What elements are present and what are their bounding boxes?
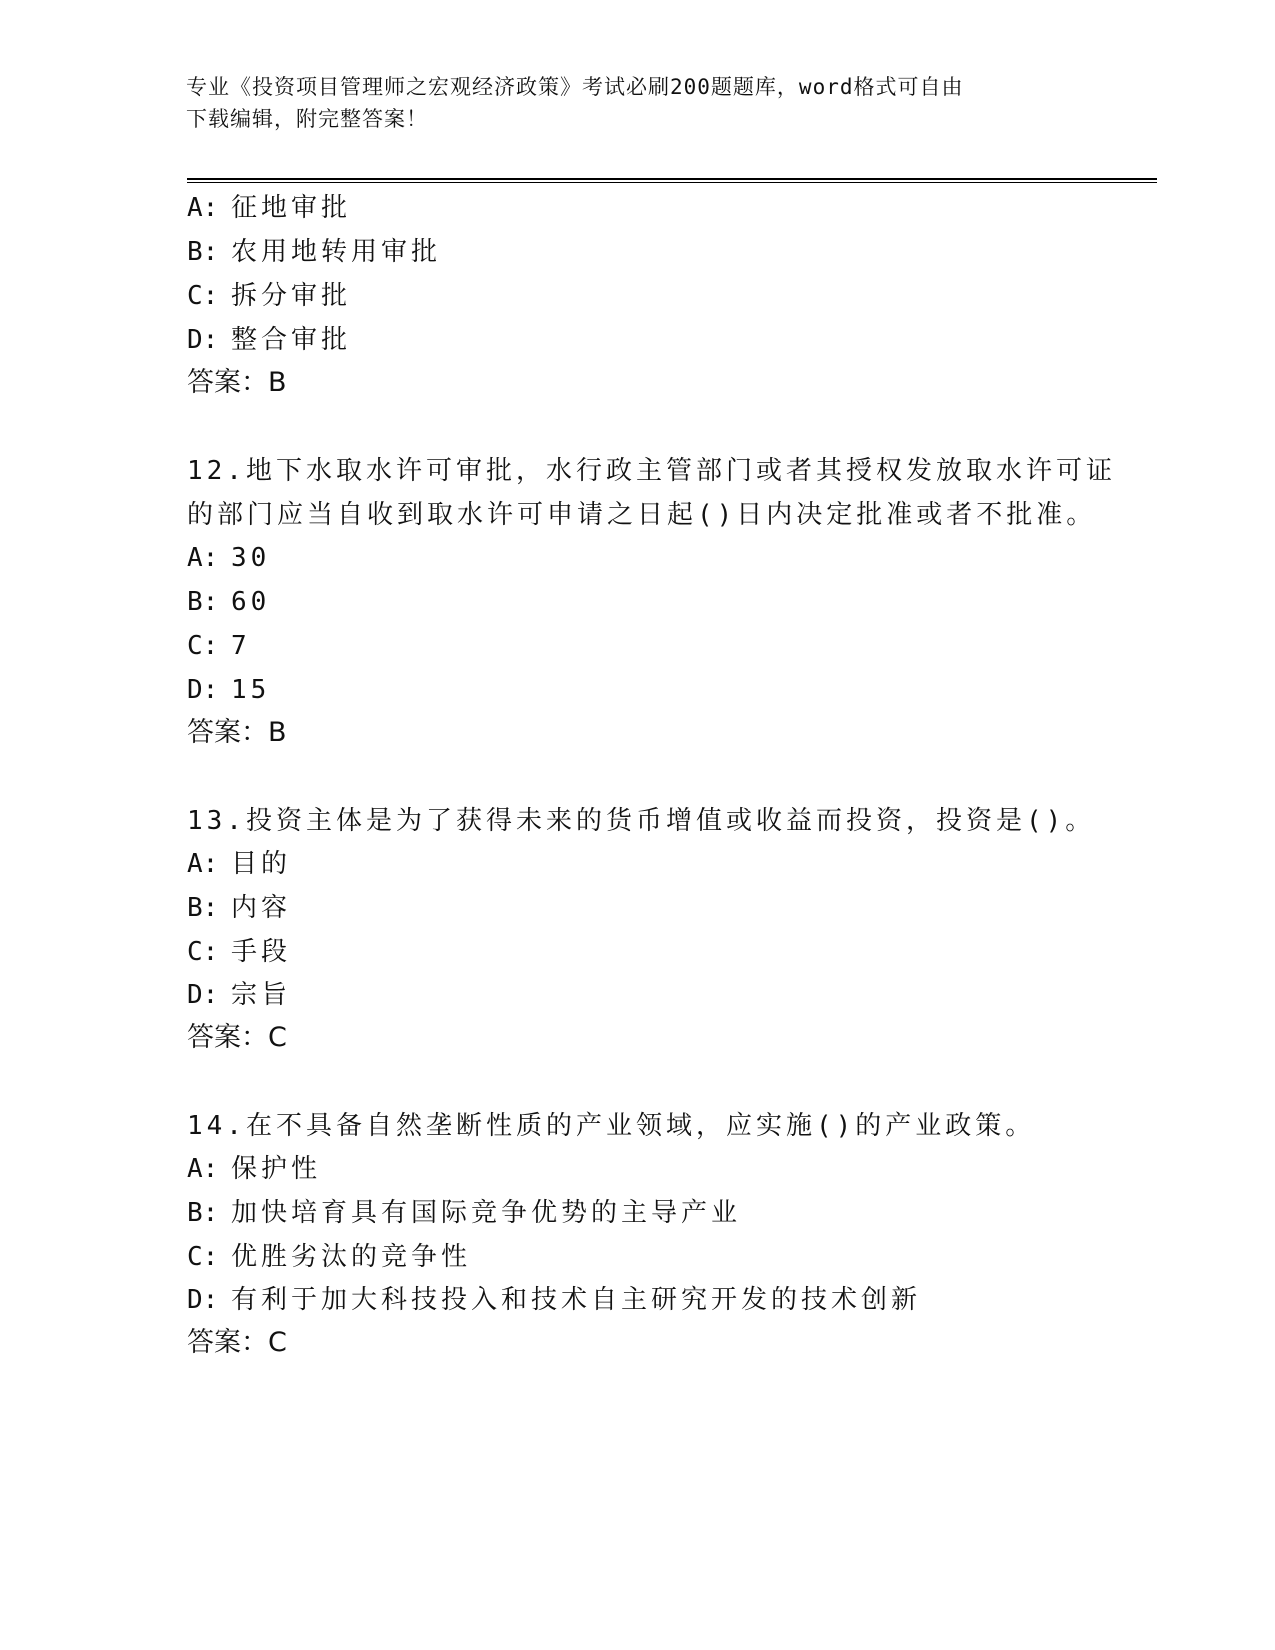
option-key: B: — [187, 893, 219, 923]
option-row — [187, 891, 291, 925]
option-text: 拆分审批 — [231, 281, 352, 311]
option-key: C: — [187, 937, 219, 967]
option-text: 整合审批 — [231, 325, 352, 355]
option-text: 目的 — [231, 849, 292, 879]
question-stem: 的部门应当自收到取水许可申请之日起()日内决定批准或者不批准。 — [187, 500, 1097, 530]
option-key: D: — [187, 1285, 219, 1315]
option-key: A: — [187, 1154, 219, 1184]
option-row — [187, 847, 291, 881]
option-row — [187, 1196, 741, 1230]
header-divider-thick — [187, 178, 1157, 180]
option-key: C: — [187, 631, 219, 661]
option-row — [187, 978, 291, 1012]
option-key: A: — [187, 193, 219, 223]
option-text: 手段 — [231, 937, 292, 967]
option-text: 有利于加大科技投入和技术自主研究开发的技术创新 — [231, 1285, 922, 1315]
option-row — [187, 585, 270, 619]
answer-line: 答案：C — [187, 1327, 287, 1358]
answer-line: 答案：B — [187, 717, 287, 748]
option-key: B: — [187, 587, 219, 617]
option-row — [187, 1240, 471, 1274]
option-key: D: — [187, 325, 219, 355]
question-stem: 12.地下水取水许可审批，水行政主管部门或者其授权发放取水许可证 — [187, 456, 1116, 486]
question-stem: 14.在不具备自然垄断性质的产业领域，应实施()的产业政策。 — [187, 1111, 1036, 1141]
option-row — [187, 1152, 321, 1186]
header-divider-thin — [187, 182, 1157, 183]
option-text: 加快培育具有国际竞争优势的主导产业 — [231, 1198, 742, 1228]
option-key: B: — [187, 237, 219, 267]
option-row — [187, 673, 270, 707]
option-key: C: — [187, 281, 219, 311]
option-row — [187, 235, 441, 269]
option-key: A: — [187, 543, 219, 573]
option-text: 30 — [231, 543, 271, 573]
option-row — [187, 541, 270, 575]
option-text: 60 — [231, 587, 271, 617]
option-text: 内容 — [231, 893, 292, 923]
option-text: 宗旨 — [231, 980, 292, 1010]
answer-line: 答案：B — [187, 367, 287, 398]
option-row — [187, 279, 351, 313]
option-key: A: — [187, 849, 219, 879]
option-key: D: — [187, 980, 219, 1010]
option-text: 优胜劣汰的竞争性 — [231, 1242, 472, 1272]
option-text: 征地审批 — [231, 193, 352, 223]
option-key: C: — [187, 1242, 219, 1272]
option-key: D: — [187, 675, 219, 705]
document-header: 专业《投资项目管理师之宏观经济政策》考试必刷200题题库，word格式可自由 下载编辑，附完整答案！ — [186, 75, 964, 131]
option-key: B: — [187, 1198, 219, 1228]
option-row — [187, 629, 251, 663]
option-row — [187, 1283, 921, 1317]
option-text: 农用地转用审批 — [231, 237, 442, 267]
answer-line: 答案：C — [187, 1022, 287, 1053]
option-row — [187, 323, 351, 357]
option-row — [187, 191, 351, 225]
option-text: 保护性 — [231, 1154, 322, 1184]
option-row — [187, 935, 291, 969]
option-text: 15 — [231, 675, 271, 705]
option-text: 7 — [231, 631, 251, 661]
question-stem: 13.投资主体是为了获得未来的货币增值或收益而投资，投资是()。 — [187, 806, 1096, 836]
